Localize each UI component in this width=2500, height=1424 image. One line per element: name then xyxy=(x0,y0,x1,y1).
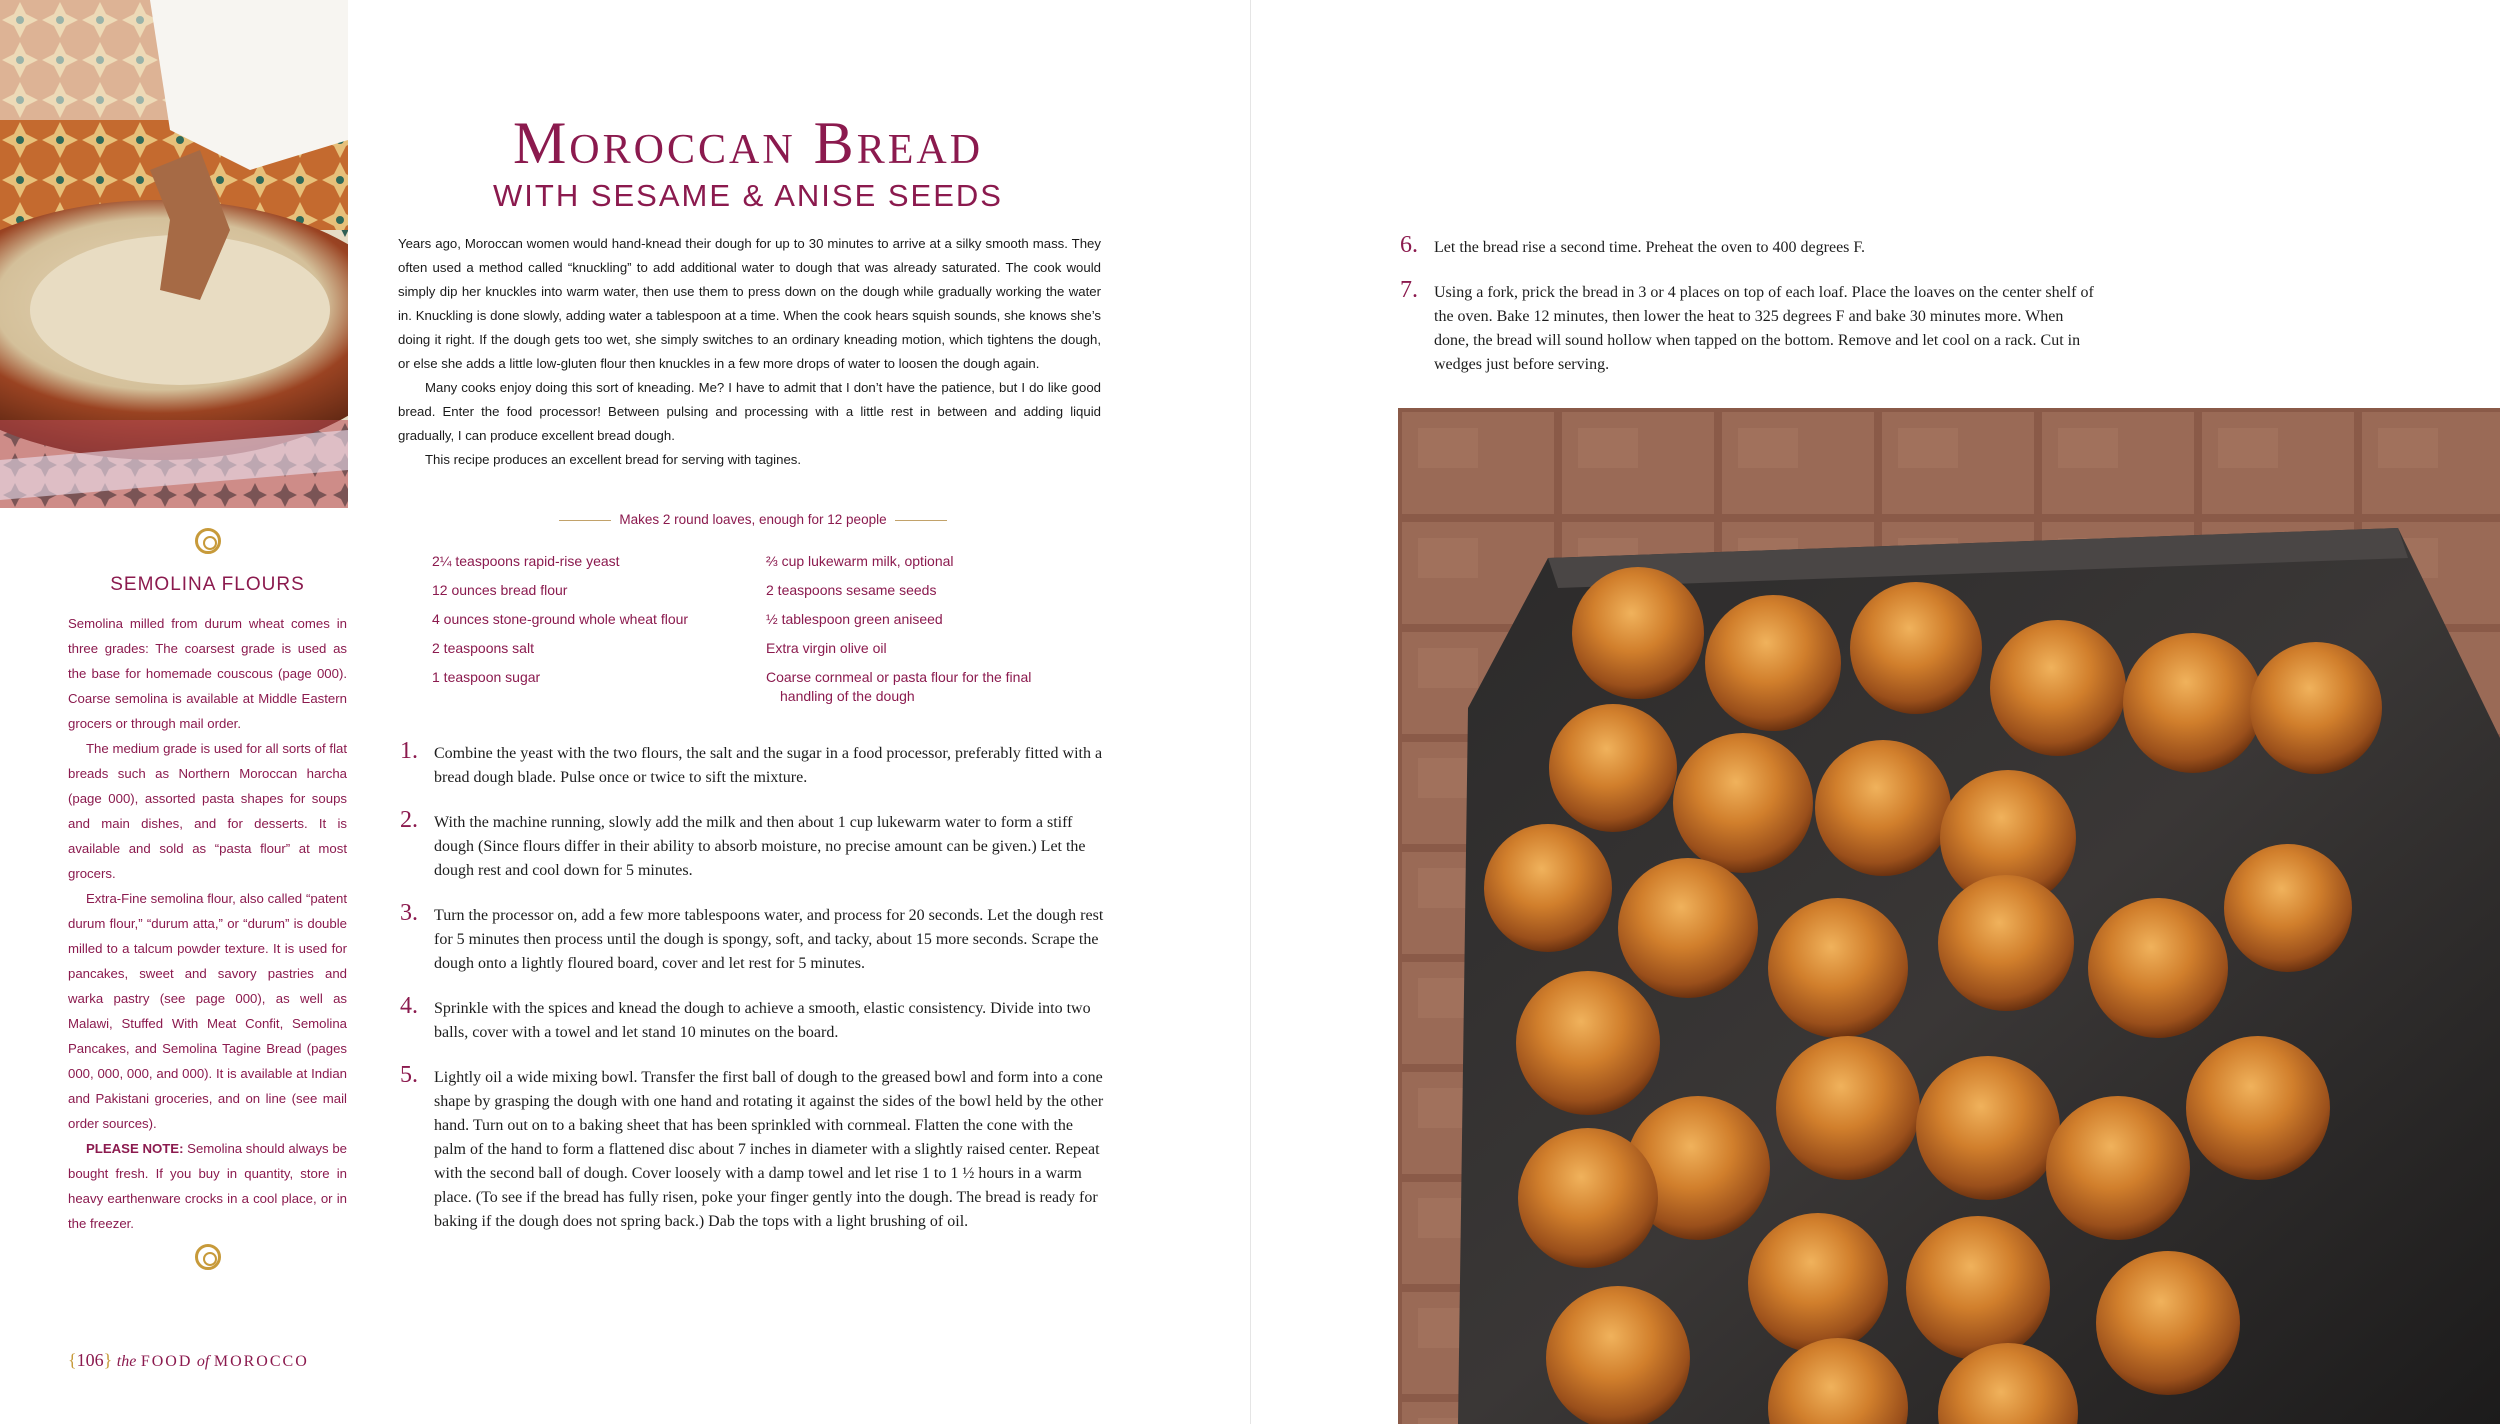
step-text: Sprinkle with the spices and knead the dough to achieve a smooth, elastic consistency. Divide into two balls, cover with a towel and let stand 10 minutes on the board. xyxy=(434,1000,1091,1041)
sidebar-semolina xyxy=(68,528,347,1270)
recipe-title xyxy=(398,108,1098,214)
step-number: 6. xyxy=(1400,232,1418,258)
step-5 xyxy=(400,1062,1106,1234)
step-number: 3. xyxy=(400,900,418,926)
intro-paragraph: Many cooks enjoy doing this sort of kneading. Me? I have to admit that I don’t have the patience, but I do like good bread. Enter the food processor! Between pulsing and processing with a little rest in between and adding liquid gradually, I can produce excellent bread dough. xyxy=(398,380,1101,443)
step-number: 1. xyxy=(400,738,418,764)
method-steps xyxy=(400,738,1106,1255)
step-6 xyxy=(1400,232,2100,260)
intro-text xyxy=(398,232,1101,472)
note-text: Semolina should always be bought fresh. If you buy in quantity, store in heavy earthenware crocks in a cool place, or in the freezer. xyxy=(68,1141,347,1231)
step-text: Turn the processor on, add a few more tablespoons water, and process for 20 seconds. Let the dough rest for 5 minutes then process until the dough is spongy, soft, and tacky, about 15 more seconds. Scrape the dough onto a lightly floured board, cover and let rest for 5 minutes. xyxy=(434,907,1104,972)
title-subtitle: WITH SESAME & ANISE SEEDS xyxy=(493,178,1003,213)
sidebar-paragraph: The medium grade is used for all sorts of flat breads such as Northern Moroccan harcha (page 000), assorted pasta shapes for soups and main dishes, and for desserts. It is available and sold as “pasta flour” at most grocers. xyxy=(68,741,347,881)
bread-photo xyxy=(1398,408,2500,1424)
ingredient-item: 2 teaspoons salt xyxy=(432,640,534,656)
ingredient-item: 12 ounces bread flour xyxy=(432,582,568,598)
folio xyxy=(68,1350,309,1371)
step-text: With the machine running, slowly add the milk and then about 1 cup lukewarm water to form a stiff dough (Since flours differ in their ability to absorb moisture, no precise amount can be given.) Let the dough rest and cool down for 5 minutes. xyxy=(434,814,1086,879)
ingredient-item: ½ tablespoon green aniseed xyxy=(766,611,943,627)
title-main: Moroccan Bread xyxy=(512,110,984,176)
folio-of: of xyxy=(196,1353,210,1370)
step-7 xyxy=(1400,277,2100,377)
ingredient-item: Extra virgin olive oil xyxy=(766,640,887,656)
folio-food: FOOD xyxy=(140,1353,193,1370)
sidebar-note xyxy=(68,1136,347,1236)
flourish-right xyxy=(895,520,947,521)
brace-icon: { xyxy=(68,1350,77,1370)
ingredient-item: 2 teaspoons sesame seeds xyxy=(766,582,937,598)
sun-ornament-icon xyxy=(195,1244,221,1270)
sidebar-heading: SEMOLINA FLOURS xyxy=(110,574,305,595)
step-1 xyxy=(400,738,1106,790)
ingredient-item: 2¼ teaspoons rapid-rise yeast xyxy=(432,553,620,569)
sun-ornament-icon xyxy=(195,528,221,554)
ingredients-column-left xyxy=(432,552,732,697)
intro-paragraph: Years ago, Moroccan women would hand-knead their dough for up to 30 minutes to arrive at a silky smooth mass. They often used a method called “knuckling” to add additional water to dough that was already saturated. The cook would simply dip her knuckles into warm water, then use them to press down on the dough while gradually working the water in. Knuckling is done slowly, adding water a tablespoon at a time. When the cook hears squish sounds, she knows she’s doing it right. If the dough gets too wet, she simply switches to an ordinary kneading motion, which tightens the dough, or else she adds a little low-gluten flour then knuckles in a few more drops of water to loosen the dough again. xyxy=(398,236,1101,371)
yield-text: Makes 2 round loaves, enough for 12 people xyxy=(619,512,887,527)
brace-icon: } xyxy=(103,1350,113,1370)
step-number: 4. xyxy=(400,993,418,1019)
step-3 xyxy=(400,900,1106,976)
step-2 xyxy=(400,807,1106,883)
step-number: 2. xyxy=(400,807,418,833)
intro-paragraph: This recipe produces an excellent bread for serving with tagines. xyxy=(425,452,802,467)
ingredient-item: Coarse cornmeal or pasta flour for the final handling of the dough xyxy=(766,669,1032,704)
step-text: Combine the yeast with the two flours, the salt and the sugar in a food processor, preferably fitted with a bread dough blade. Pulse once or twice to sift the mixture. xyxy=(434,745,1103,786)
step-text: Lightly oil a wide mixing bowl. Transfer the first ball of dough to the greased bowl and form into a cone shape by grasping the dough with one hand and rotating it against the sides of the bowl held by the other hand. Turn out on to a baking sheet that has been sprinkled with cornmeal. Flatten the cone with the palm of the hand to form a flattened disc about 7 inches in diameter with a slightly raised center. Repeat with the second ball of dough. Cover loosely with a damp towel and let rise 1 to 1 ½ hours in a warm place. (To see if the bread has fully risen, poke your finger gently into the dough. The bread is ready for baking if the dough does not spring back.) Dab the tops with a light brushing of oil. xyxy=(434,1069,1104,1230)
sidebar-paragraph: Extra-Fine semolina flour, also called “patent durum flour,” “durum atta,” or “durum” is double milled to a talcum powder texture. It is used for pancakes, sweet and savory pastries and warka pastry (see page 000), as well as Malawi, Stuffed With Meat Confit, Semolina Pancakes, and Semolina Tagine Bread (pages 000, 000, 000, and 000). It is available at Indian and Pakistani groceries, and on line (see mail order sources). xyxy=(68,891,347,1131)
kneading-photo xyxy=(0,0,348,508)
ingredient-item: ⅔ cup lukewarm milk, optional xyxy=(766,553,954,569)
flourish-left xyxy=(559,520,611,521)
yield-line xyxy=(548,512,958,527)
ingredient-item: 1 teaspoon sugar xyxy=(432,669,541,685)
step-4 xyxy=(400,993,1106,1045)
note-label: PLEASE NOTE: xyxy=(86,1141,184,1156)
method-steps-continued xyxy=(1400,232,2100,398)
ingredients-column-right xyxy=(766,552,1086,716)
step-number: 7. xyxy=(1400,277,1418,303)
folio-morocco: MOROCCO xyxy=(213,1353,309,1370)
step-text: Using a fork, prick the bread in 3 or 4 places on top of each loaf. Place the loaves on the center shelf of the oven. Bake 12 minutes, then lower the heat to 325 degrees F and bake 30 minutes more. When done, the bread will sound hollow when tapped on the bottom. Remove and let cool on a rack. Cut in wedges just before serving. xyxy=(1434,284,2094,373)
step-number: 5. xyxy=(400,1062,418,1088)
sidebar-paragraph: Semolina milled from durum wheat comes in three grades: The coarsest grade is used as the base for homemade couscous (page 000). Coarse semolina is available at Middle Eastern grocers or through mail order. xyxy=(68,616,347,731)
page-number: 106 xyxy=(76,1350,104,1370)
ingredient-item: 4 ounces stone-ground whole wheat flour xyxy=(432,611,689,627)
step-text: Let the bread rise a second time. Preheat the oven to 400 degrees F. xyxy=(1434,239,1866,256)
folio-the: the xyxy=(116,1353,137,1370)
